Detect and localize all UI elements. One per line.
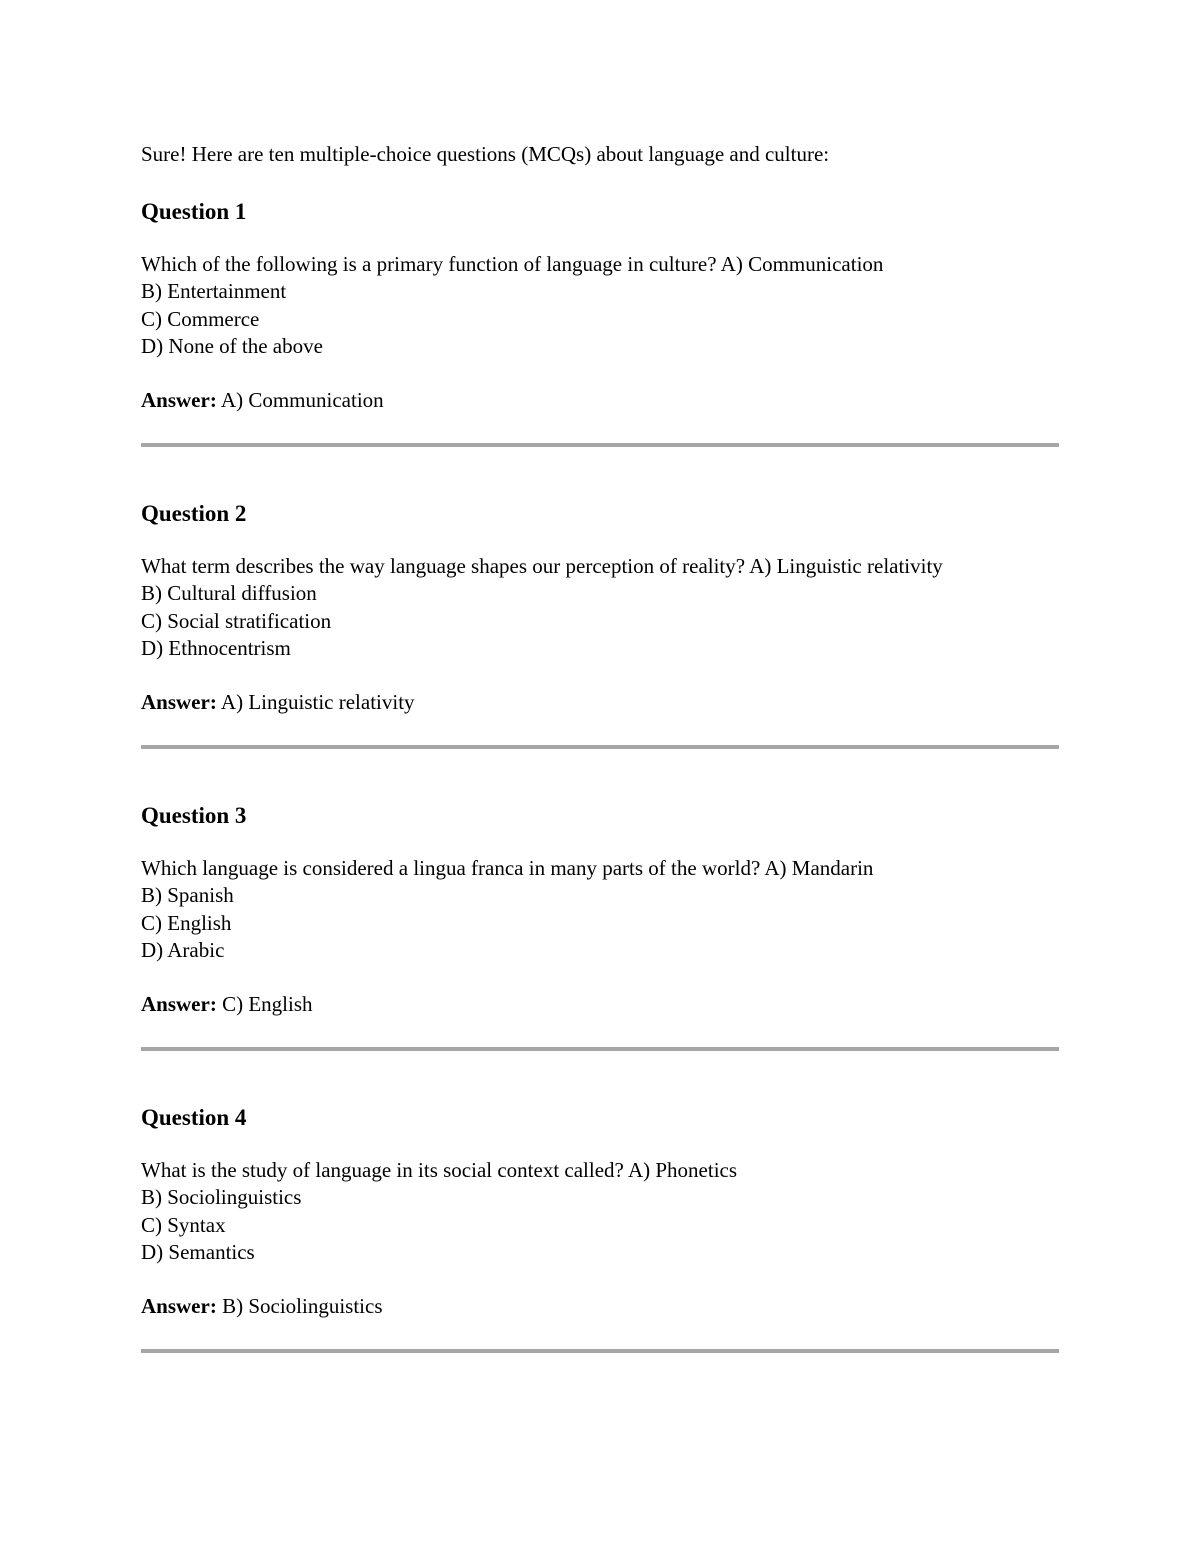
option-b: B) Entertainment xyxy=(141,279,287,304)
option-a: A) Linguistic relativity xyxy=(749,554,943,578)
question-stem: What term describes the way language shapes our perception of reality? xyxy=(141,554,746,578)
option-d: D) Semantics xyxy=(141,1239,255,1264)
option-c: C) Social stratification xyxy=(141,608,332,633)
option-d: D) Ethnocentrism xyxy=(141,635,291,660)
question-stem: Which of the following is a primary function of language in culture? xyxy=(141,252,717,276)
question-block-4 xyxy=(141,1103,1059,1320)
option-c: C) Commerce xyxy=(141,306,260,331)
question-title: Question 3 xyxy=(141,803,247,828)
question-body xyxy=(141,855,1059,964)
answer-line xyxy=(141,991,1059,1018)
answer-label: Answer: xyxy=(141,1294,217,1319)
question-title: Question 2 xyxy=(141,501,247,526)
question-title: Question 4 xyxy=(141,1105,247,1130)
question-block-2 xyxy=(141,499,1059,716)
question-stem: Which language is considered a lingua franca in many parts of the world? xyxy=(141,856,761,880)
option-b: B) Spanish xyxy=(141,883,234,908)
section-divider xyxy=(141,1047,1059,1051)
answer-line xyxy=(141,1293,1059,1320)
question-title: Question 1 xyxy=(141,199,247,224)
answer-label: Answer: xyxy=(141,388,217,413)
answer-line xyxy=(141,387,1059,414)
section-divider xyxy=(141,1349,1059,1353)
option-a: A) Phonetics xyxy=(627,1158,738,1182)
question-stem-line xyxy=(141,553,1059,580)
option-b: B) Cultural diffusion xyxy=(141,581,317,606)
option-d: D) None of the above xyxy=(141,333,323,358)
answer-line xyxy=(141,689,1059,716)
answer-label: Answer: xyxy=(141,992,217,1017)
option-c: C) Syntax xyxy=(141,1212,226,1237)
question-block-1 xyxy=(141,197,1059,414)
answer-label: Answer: xyxy=(141,690,217,715)
question-body xyxy=(141,251,1059,360)
option-a: A) Communication xyxy=(720,252,884,276)
question-stem: What is the study of language in its social context called? xyxy=(141,1158,624,1182)
question-stem-line xyxy=(141,251,1059,278)
question-block-3 xyxy=(141,801,1059,1018)
option-b: B) Sociolinguistics xyxy=(141,1185,302,1210)
answer-value: C) English xyxy=(222,992,313,1017)
option-a: A) Mandarin xyxy=(764,856,874,880)
question-body xyxy=(141,553,1059,662)
answer-value: A) Communication xyxy=(220,388,384,413)
section-divider xyxy=(141,443,1059,447)
option-c: C) English xyxy=(141,910,232,935)
section-divider xyxy=(141,745,1059,749)
question-body xyxy=(141,1157,1059,1266)
answer-value: B) Sociolinguistics xyxy=(222,1294,383,1319)
option-d: D) Arabic xyxy=(141,937,225,962)
answer-value: A) Linguistic relativity xyxy=(220,690,415,715)
intro-text: Sure! Here are ten multiple-choice questions (MCQs) about language and culture: xyxy=(141,142,830,166)
question-stem-line xyxy=(141,1157,1059,1184)
question-stem-line xyxy=(141,855,1059,882)
